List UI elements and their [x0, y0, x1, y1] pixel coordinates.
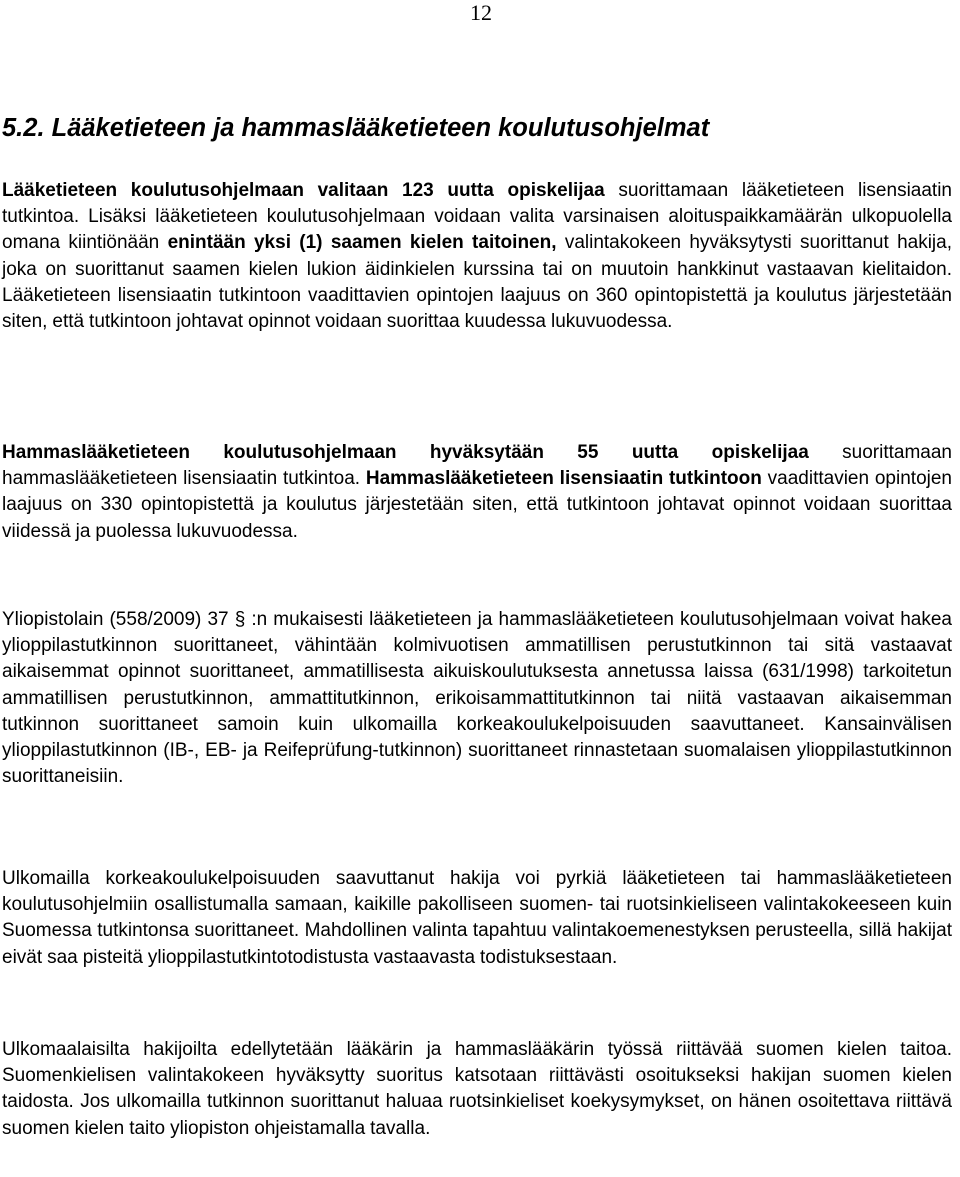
bold-phrase: enintään yksi (1) saamen kielen taitoinen,: [167, 232, 557, 254]
bold-phrase: Hammaslääketieteen lisensiaatin tutkintoon: [365, 468, 762, 490]
paragraph-eligibility: Yliopistolain (558/2009) 37 § :n mukaisesti lääketieteen ja hammaslääketieteen koulutusohjelmaan voivat hakea ylioppilastutkinnon suorittaneet, vähintään kolmivuotisen ammatillisen perustutkinnon tai sitä vastaavat aikaisemmat opinnot suorittaneet, ammatillisesta aikuiskoulutuksesta annetussa laissa (631/1998) tarkoitetun ammatillisen perustutkinnon, ammattitutkinnon, erikoisammattitutkinnon tai niitä vastaavan aikaisemman tutkinnon suorittaneet samoin kuin ulkomailla korkeakoulukelpoisuuden saavuttaneet. Kansainvälisen ylioppilastutkinnon (IB-, EB- ja Reifeprüfung-tutkinnon) suorittaneet rinnastetaan suomalaisen ylioppilastutkinnon suorittaneisiin.: [2, 609, 952, 788]
text-run: vaadittavien opintojen laajuus on 330 opintopistettä ja koulutus järjestetään siten, että tutkintoon johtavat opinnot voidaan suorittaa viidessä ja puolessa lukuvuodessa.: [2, 468, 952, 542]
paragraph-language-requirement: Ulkomaalaisilta hakijoilta edellytetään lääkärin ja hammaslääkärin työssä riittävää suomen kielen taitoa. Suomenkielisen valintakokeen hyväksytty suoritus katsotaan riittävästi osoitukseksi hakijan suomen kielen taidosta. Jos ulkomailla tutkinnon suorittanut haluaa ruotsinkieliset koekysymykset, on hänen osoitettava riittävä suomen kielen taito yliopiston ohjeistamalla tavalla.: [2, 1039, 952, 1139]
bold-phrase: Hammaslääketieteen koulutusohjelmaan hyväksytään 55 uutta opiskelijaa: [2, 442, 809, 463]
text-run: valintakokeen hyväksytysti suorittanut hakija, joka on suorittanut saamen kielen lukion äidinkielen kurssina tai on muutoin hankkinut vastaavan kielitaidon. Lääketieteen lisensiaatin tutkintoon vaadittavien opintojen laajuus on 360 opintopistettä ja koulutus järjestetään siten, että tutkintoon johtavat opinnot voidaan suorittaa kuudessa lukuvuodessa.: [2, 232, 952, 333]
text-run: suorittamaan lääketieteen lisensiaatin tutkintoa. Lisäksi lääketieteen koulutusohjelmaan voidaan valita varsinaisen aloituspaikkamäärän ulkopuolella omana kiintiönään: [2, 180, 952, 254]
bold-phrase: Lääketieteen koulutusohjelmaan valitaan 123 uutta opiskelijaa: [2, 180, 605, 201]
text-run: suorittamaan hammaslääketieteen lisensiaatin tutkintoa.: [2, 442, 952, 490]
paragraph-dentistry-programme: [2, 440, 952, 545]
paragraph-medicine-programme: [2, 178, 952, 335]
section-heading: 5.2. Lääketieteen ja hammaslääketieteen koulutusohjelmat: [2, 114, 710, 142]
paragraph-foreign-qualification: Ulkomailla korkeakoulukelpoisuuden saavuttanut hakija voi pyrkiä lääketieteen tai hammaslääketieteen koulutusohjelmiin osallistumalla samaan, kaikille pakolliseen suomen- tai ruotsinkieliseen valintakokeeseen kuin Suomessa tutkintonsa suorittaneet. Mahdollinen valinta tapahtuu valintakoemenestyksen perusteella, sillä hakijat eivät saa pisteitä ylioppilastutkintotodistusta vastaavasta todistuksestaan.: [2, 868, 952, 968]
page-number: 12: [470, 0, 492, 25]
